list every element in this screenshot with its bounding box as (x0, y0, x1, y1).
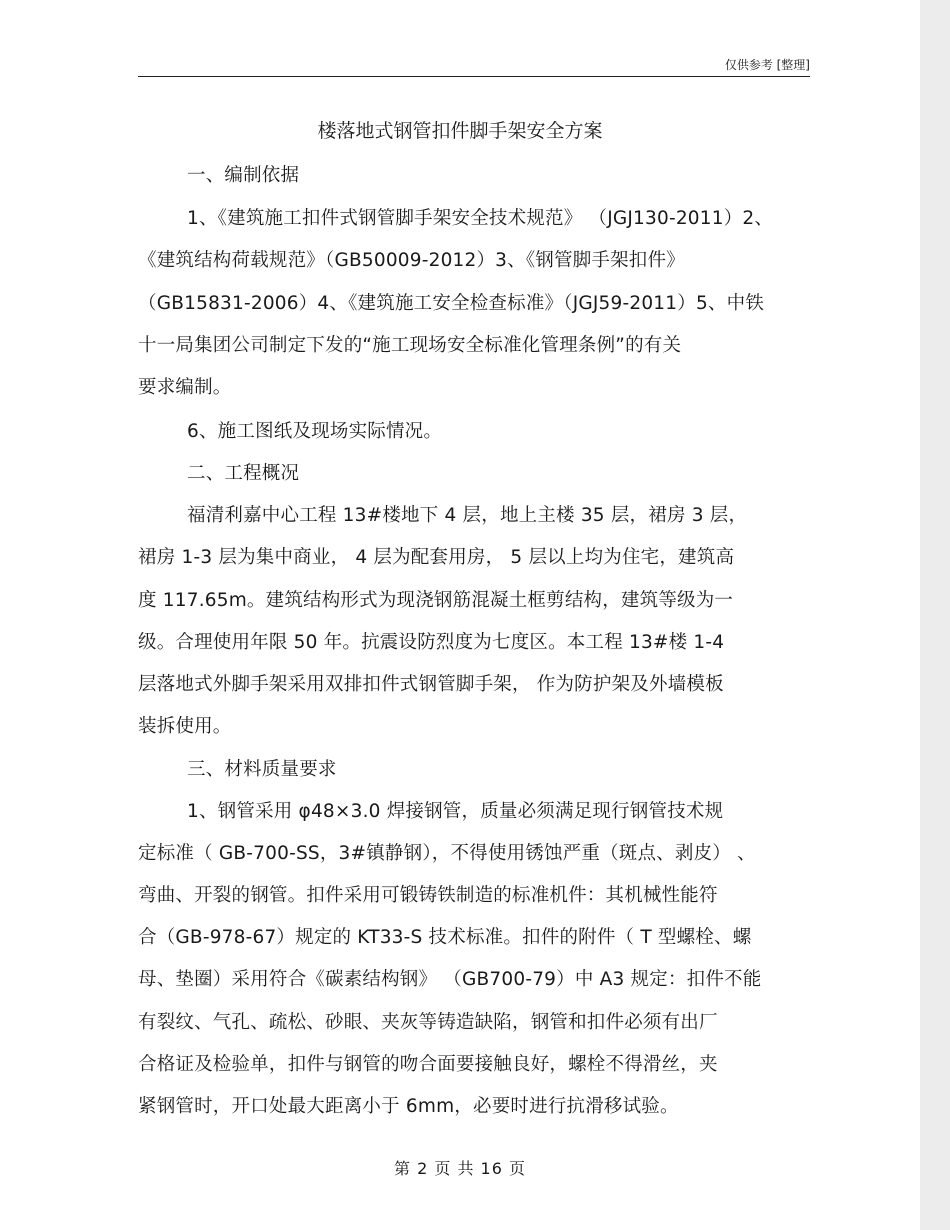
body-line: 定标准（ GB-700-SS，3#镇静钢），不得使用锈蚀严重（斑点、剥皮） 、 (138, 843, 756, 864)
body-line: 紧钢管时，开口处最大距离小于 6mm，必要时进行抗滑移试验。 (138, 1096, 679, 1117)
body-line: 合（GB-978-67）规定的 KT33-S 技术标准。扣件的附件（ T 型螺栓、螺 (138, 927, 752, 948)
body-line: 6、施工图纸及现场实际情况。 (187, 421, 443, 442)
body-line: 有裂纹、气孔、疏松、砂眼、夹灰等铸造缺陷，钢管和扣件必须有出厂 (138, 1012, 718, 1033)
body-line: 1、《建筑施工扣件式钢管脚手架安全技术规范》 （JGJ130-2011）2、 (187, 208, 774, 229)
body-line: 度 117.65m。建筑结构形式为现浇钢筋混凝土框剪结构，建筑等级为一 (138, 590, 734, 611)
page-number: 第 2 页 共 16 页 (394, 1159, 526, 1178)
body-line: 1、钢管采用 φ48×3.0 焊接钢管，质量必须满足现行钢管技术规 (187, 801, 724, 822)
header-note: 仅供参考 [整理] (724, 58, 810, 72)
body-line: 十一局集团公司制定下发的“施工现场安全标准化管理条例”的有关 (138, 335, 682, 356)
body-line: 装拆使用。 (138, 716, 232, 737)
body-line: 弯曲、开裂的钢管。扣件采用可锻铸铁制造的标准机件：其机械性能符 (138, 885, 718, 906)
body-line: 级。合理使用年限 50 年。抗震设防烈度为七度区。本工程 13#楼 1-4 (138, 632, 725, 653)
body-line: 裙房 1-3 层为集中商业， 4 层为配套用房， 5 层以上均为住宅，建筑高 (138, 547, 735, 568)
body-line: 《建筑结构荷载规范》（GB50009-2012）3、《钢管脚手架扣件》 (138, 250, 685, 271)
document-title: 楼落地式钢管扣件脚手架安全方案 (317, 120, 603, 142)
body-line: 要求编制。 (138, 377, 232, 398)
section-heading: 二、工程概况 (187, 463, 300, 484)
body-line: 层落地式外脚手架采用双排扣件式钢管脚手架， 作为防护架及外墙模板 (138, 674, 724, 695)
body-line: 母、垫圈）采用符合《碳素结构钢》 （GB700-79）中 A3 规定：扣件不能 (138, 969, 762, 990)
body-line: 合格证及检验单，扣件与钢管的吻合面要接触良好，螺栓不得滑丝，夹 (138, 1054, 718, 1075)
body-line: 福清利嘉中心工程 13#楼地下 4 层，地上主楼 35 层，裙房 3 层， (187, 505, 748, 526)
section-heading: 一、编制依据 (187, 165, 300, 186)
section-heading: 三、材料质量要求 (187, 759, 337, 780)
body-line: （GB15831-2006）4、《建筑施工安全检查标准》（JGJ59-2011）5、中铁 (138, 293, 765, 314)
header-divider (138, 76, 810, 77)
